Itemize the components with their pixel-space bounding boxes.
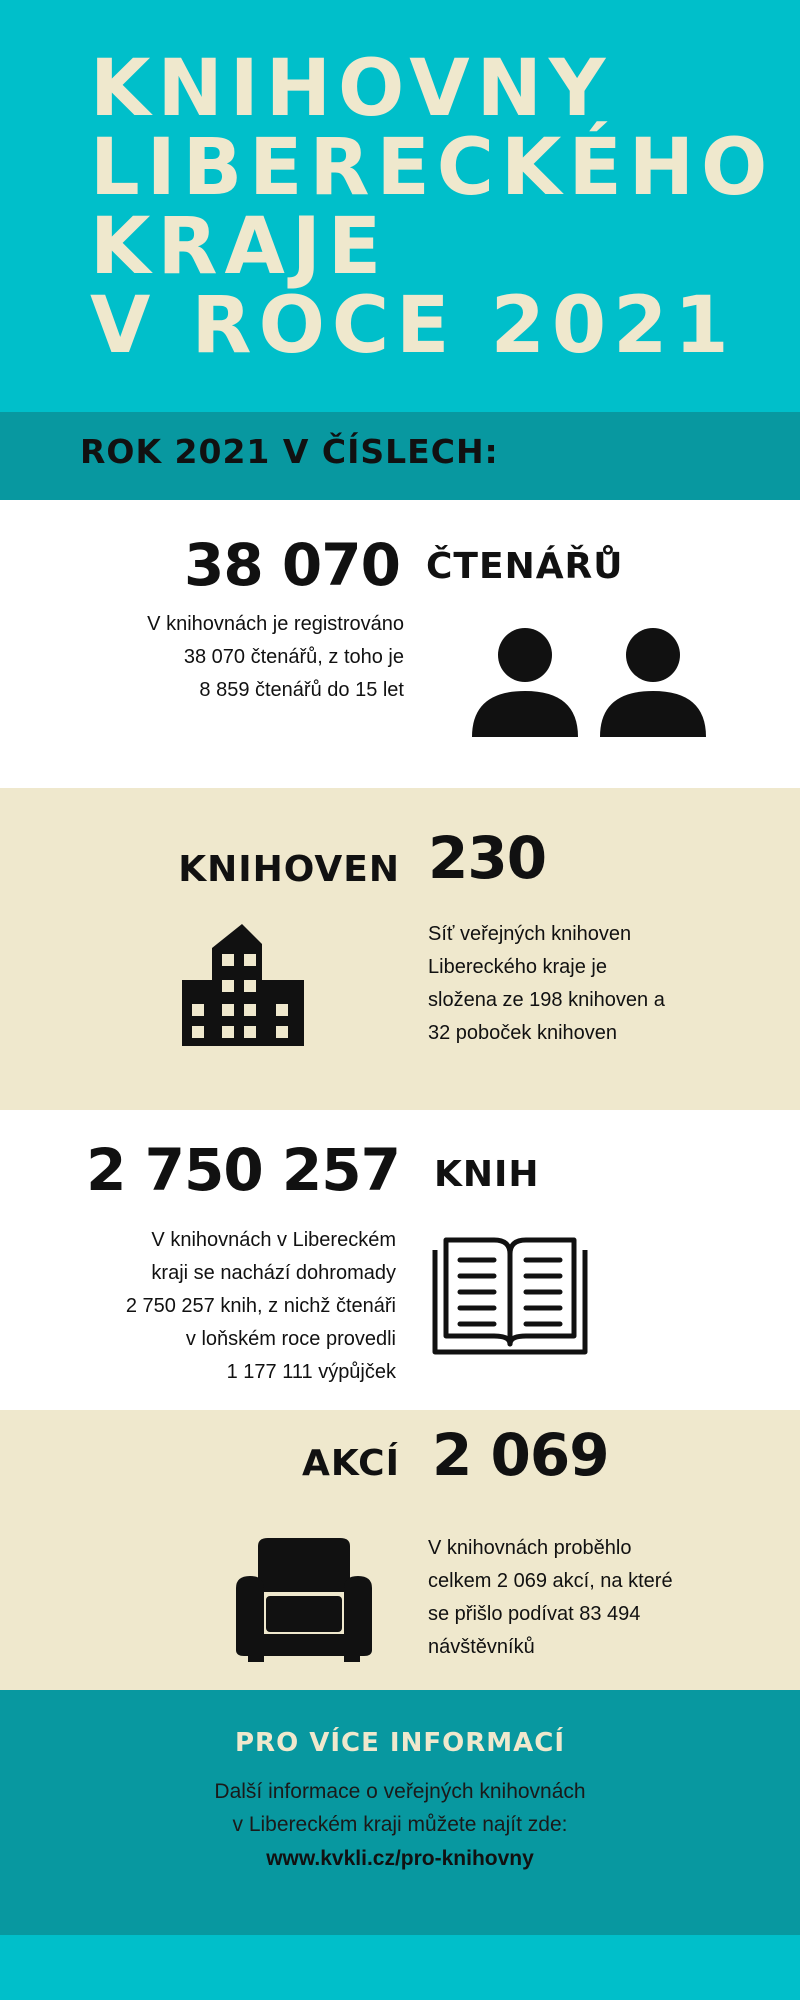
libraries-description-line: 32 poboček knihoven xyxy=(428,1022,618,1044)
events-description-line: návštěvníků xyxy=(428,1636,535,1658)
books-description xyxy=(126,1224,396,1389)
header-banner xyxy=(0,0,800,412)
footer xyxy=(0,1690,800,1935)
books-description-line: 2 750 257 knih, z nichž čtenáři xyxy=(125,1295,396,1317)
libraries-label: KNIHOVEN xyxy=(178,849,400,890)
books-description-line: v loňském roce provedli xyxy=(185,1328,396,1350)
books-number: 2 750 257 xyxy=(86,1136,400,1204)
readers-section xyxy=(0,500,800,788)
readers-description-line: 38 070 čtenářů, z toho je xyxy=(183,646,404,668)
readers-description-line: V knihovnách je registrováno xyxy=(147,613,404,635)
books-description-line: kraji se nachází dohromady xyxy=(151,1262,396,1284)
readers-description xyxy=(147,608,404,707)
building-icon xyxy=(182,918,304,1046)
events-description-line: V knihovnách proběhlo xyxy=(428,1537,632,1559)
libraries-description-line: Síť veřejných knihoven xyxy=(428,923,632,945)
readers-number: 38 070 xyxy=(184,531,400,599)
open-book-icon xyxy=(432,1232,588,1356)
libraries-description-line: složena ze 198 knihoven a xyxy=(428,989,665,1011)
events-number: 2 069 xyxy=(432,1421,609,1489)
footer-heading: PRO VÍCE INFORMACÍ xyxy=(235,1728,565,1758)
books-description-line: V knihovnách v Libereckém xyxy=(151,1229,396,1251)
people-icon xyxy=(470,625,710,737)
books-description-line: 1 177 111 výpůjček xyxy=(226,1361,396,1383)
title-line-2: LIBERECKÉHO xyxy=(90,123,775,213)
readers-description-line: 8 859 čtenářů do 15 let xyxy=(199,679,404,701)
events-description-line: se přišlo podívat 83 494 xyxy=(428,1603,641,1625)
page-title xyxy=(90,44,775,371)
title-line-3: KRAJE xyxy=(90,202,389,292)
events-description-line: celkem 2 069 akcí, na které xyxy=(428,1570,673,1592)
events-section xyxy=(0,1410,800,1690)
libraries-number: 230 xyxy=(428,824,547,892)
events-description xyxy=(428,1532,673,1664)
events-label: AKCÍ xyxy=(302,1443,400,1484)
books-label: KNIH xyxy=(434,1154,540,1195)
libraries-section xyxy=(0,788,800,1110)
footer-text-line: Další informace o veřejných knihovnách xyxy=(214,1780,586,1803)
armchair-icon xyxy=(236,1538,372,1662)
libraries-description-line: Libereckého kraje je xyxy=(428,956,607,978)
footer-text-line: v Libereckém kraji můžete najít zde: xyxy=(232,1813,568,1836)
bottom-strip xyxy=(0,1935,800,2000)
subheader-bar xyxy=(0,412,800,500)
subheader-text: ROK 2021 V ČÍSLECH: xyxy=(80,432,499,471)
books-section xyxy=(0,1110,800,1410)
footer-link[interactable]: www.kvkli.cz/pro-knihovny xyxy=(266,1847,534,1870)
libraries-description xyxy=(428,918,665,1050)
readers-label: ČTENÁŘŮ xyxy=(426,546,624,587)
title-line-4: V ROCE 2021 xyxy=(90,281,736,371)
title-line-1: KNIHOVNY xyxy=(90,44,613,134)
